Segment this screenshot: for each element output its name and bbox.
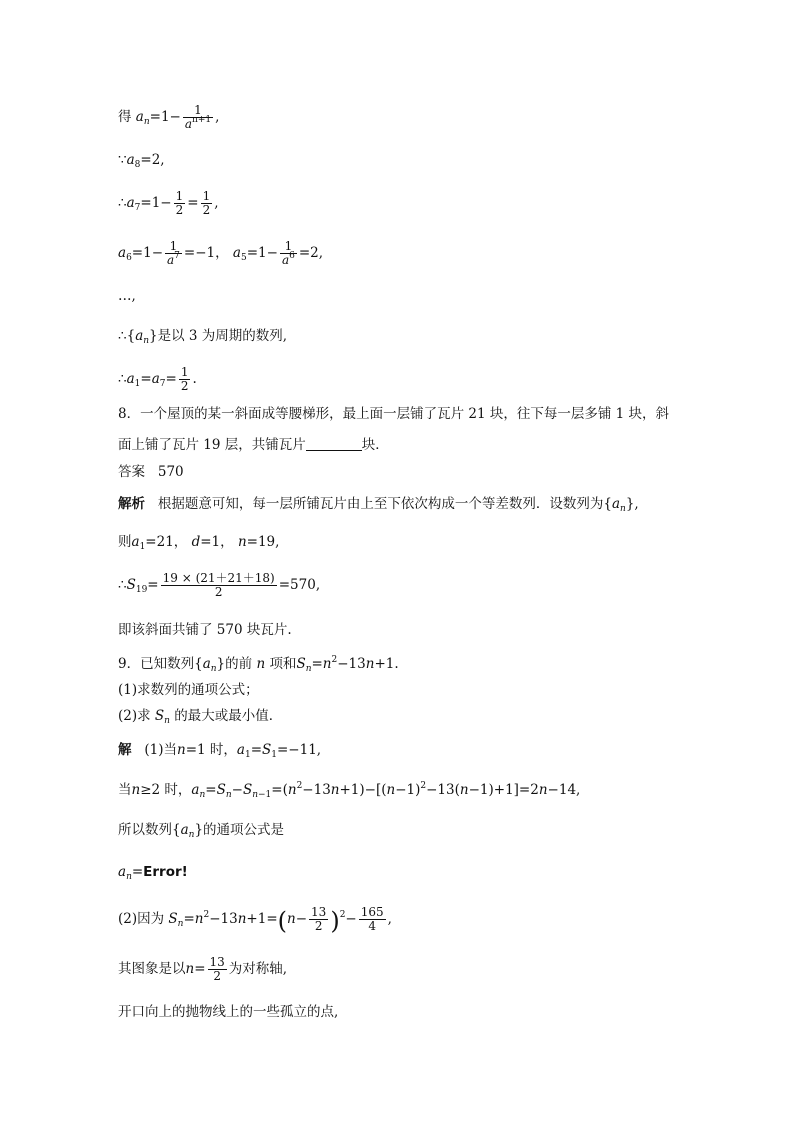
q9-sol-line4: $a_n=Error$! bbox=[118, 864, 188, 882]
q9-sol-line2: 当n≥2 时，$a_n=S_n-S_{n-1}=(n^2-13n+1)-[(n-1)^2-13(n-1)+1]=2n-14$, bbox=[118, 781, 581, 800]
q9-part1: (1)求数列的通项公式； bbox=[118, 682, 259, 698]
q9-sol-line6: 其图象是以n= $\frac{13}{2}$ 为对称轴, bbox=[118, 955, 288, 983]
q8-solution-line2: 则$a_1=21$， d=1， n=19, bbox=[118, 534, 280, 552]
line-a8: $\because a_8=2$, bbox=[118, 152, 165, 170]
q8-answer: 答案 570 bbox=[118, 464, 184, 480]
q8-conclusion: 即该斜面共铺了 570 块瓦片. bbox=[118, 622, 292, 638]
line-a1: $\therefore a_1=a_7=$ $\frac{1}{2}$ . bbox=[118, 365, 197, 393]
error-text: Error! bbox=[143, 864, 188, 880]
q8-solution: 解析 根据题意可知，每一层所铺瓦片由上至下依次构成一个等差数列．设数列为$\{a_n\}$, bbox=[118, 496, 639, 514]
q9-sol-line1: 解 (1)当n=1 时，$a_1=S_1=-11$, bbox=[118, 742, 322, 760]
q8-line1: 8．一个屋顶的某一斜面成等腰梯形，最上面一层铺了瓦片 21 块，往下每一层多铺 1 块，斜 bbox=[118, 406, 670, 422]
q9-part2: (2)求 $S_n$ 的最大或最小值． bbox=[118, 708, 283, 726]
q9-sol-line3: 所以数列$\{a_n\}$的通项公式是 bbox=[118, 822, 285, 840]
q8-line2: 面上铺了瓦片 19 层，共铺瓦片 块． bbox=[118, 437, 389, 453]
q8-solution-sum: $\therefore S_{19}=$ $\frac{19 \times (21+21+18)}{2}$ =570, bbox=[118, 571, 321, 599]
q9-sol-line5: (2)因为 $S_n=n^2-13n+1=(n-$ $\frac{13}{2}$ )$^2$− $\frac{165}{4}$ , bbox=[118, 905, 392, 935]
line-period: $\therefore\{a_n\}$是以 3 为周期的数列, bbox=[118, 328, 288, 346]
line-an-formula: 得 $a_n=1-$ $\frac{1}{a^{n+1}}$ , bbox=[118, 103, 220, 131]
line-a6-a5: $a_6=1-$ $\frac{1}{a^7}$ =−1， $a_5=1-$ $\frac{1}{a^6}$ =2, bbox=[118, 239, 324, 267]
answer-blank bbox=[306, 436, 362, 451]
line-ellipsis: …, bbox=[118, 288, 136, 304]
q9-sol-line7: 开口向上的抛物线上的一些孤立的点, bbox=[118, 1004, 339, 1020]
line-a7: $\therefore a_7=1-$ $\frac{1}{2}$ = $\frac{1}{2}$ , bbox=[118, 189, 219, 217]
q9-stem: 9．已知数列$\{a_n\}$的前 n 项和$S_n=n^2-13n+1$. bbox=[118, 655, 399, 674]
